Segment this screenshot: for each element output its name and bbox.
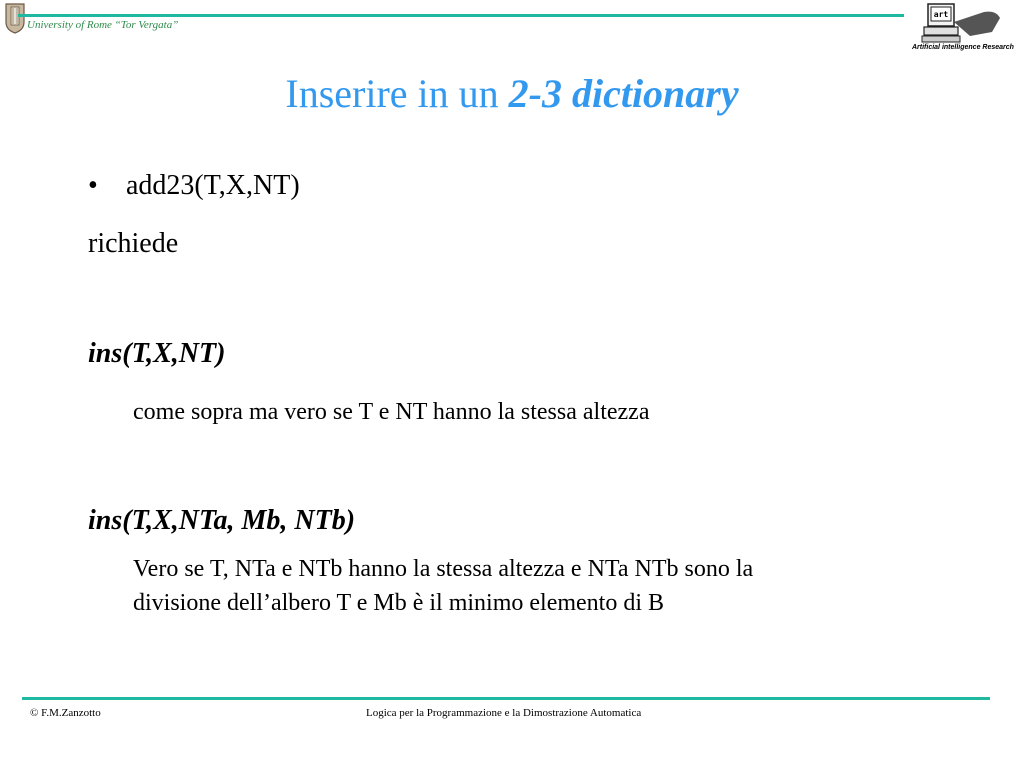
- title-emphasis: 2-3 dictionary: [508, 71, 739, 116]
- logo-caption: Artificial intelligence Research: [912, 44, 1014, 51]
- footer-course: Logica per la Programmazione e la Dimostrazione Automatica: [366, 707, 642, 719]
- art-computer-logo-icon: [914, 2, 1006, 64]
- bullet-text: add23(T,X,NT): [126, 170, 300, 201]
- slide-title: [0, 66, 1024, 122]
- header-rule: [18, 14, 904, 17]
- logo-monitor-text: art: [933, 10, 949, 19]
- ins2-description-line2: divisione dell’albero T e Mb è il minimo elemento di B: [133, 590, 665, 616]
- footer-author: © F.M.Zanzotto: [30, 707, 101, 719]
- bullet-dot-icon: •: [88, 170, 98, 201]
- ins1-signature: ins(T,X,NT): [88, 338, 226, 369]
- requires-text: richiede: [88, 228, 179, 259]
- university-name: University of Rome “Tor Vergata”: [27, 19, 179, 31]
- ins2-description-line1: Vero se T, NTa e NTb hanno la stessa altezza e NTa NTb sono la: [133, 556, 754, 582]
- title-plain: Inserire in un: [285, 71, 509, 116]
- footer-rule: [22, 697, 990, 700]
- university-shield-icon: [4, 2, 26, 34]
- bullet-item: [88, 168, 300, 204]
- ins1-description: come sopra ma vero se T e NT hanno la stessa altezza: [133, 399, 650, 425]
- ins2-signature: ins(T,X,NTa, Mb, NTb): [88, 505, 356, 536]
